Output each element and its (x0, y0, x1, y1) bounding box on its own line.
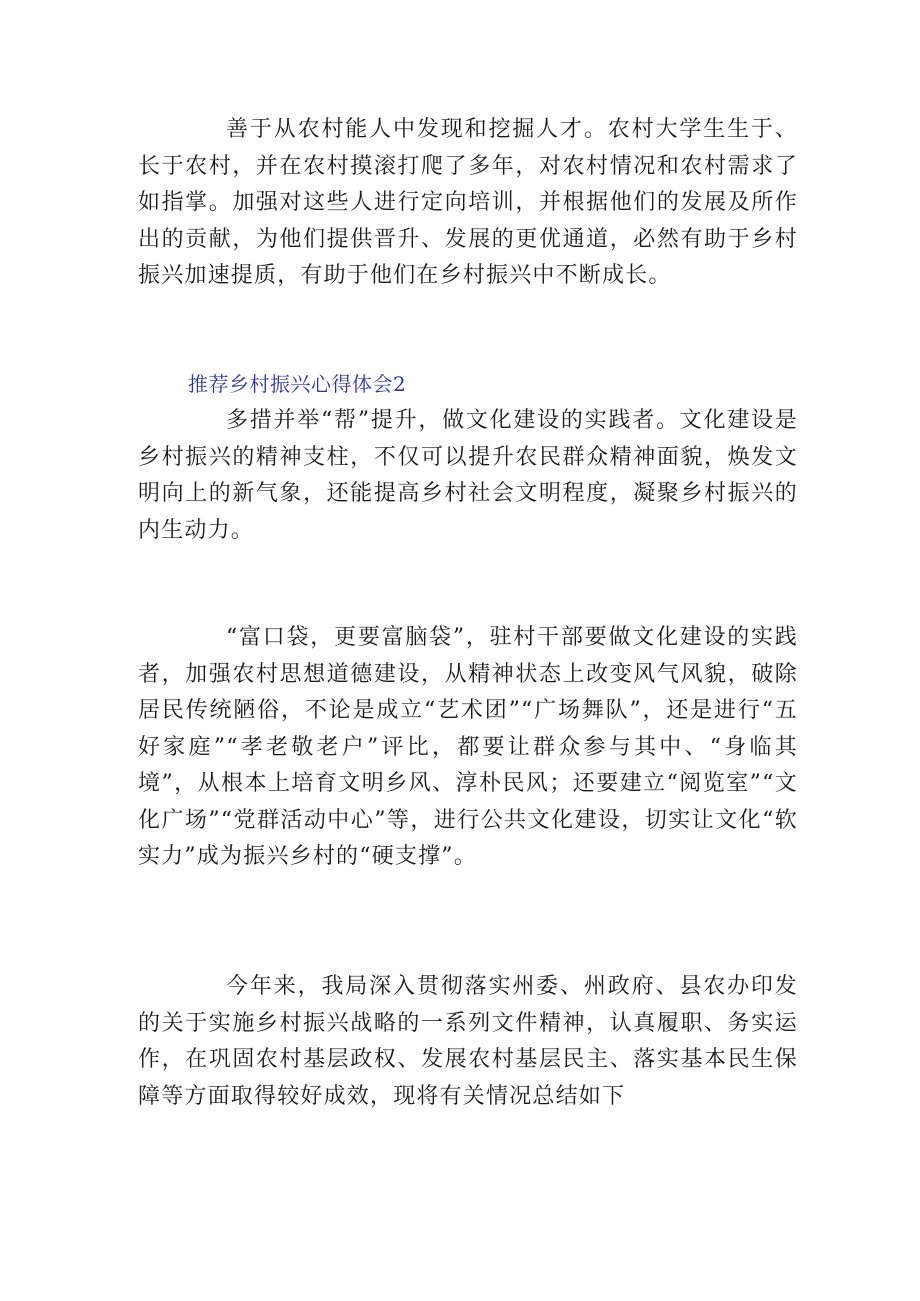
paragraph-work-summary: 今年来，我局深入贯彻落实州委、州政府、县农办印发的关于实施乡村振兴战略的一系列文件精神，认真履职、务实运作，在巩固农村基层政权、发展农村基层民主、落实基本民生保障等方面取得较好成效，现将有关情况总结如下 (138, 974, 798, 1109)
paragraph-talent-discovery: 善于从农村能人中发现和挖掘人才。农村大学生生于、长于农村，并在农村摸滚打爬了多年，对农村情况和农村需求了如指掌。加强对这些人进行定向培训，并根据他们的发展及所作出的贡献，为他们提供晋升、发展的更优通道，必然有助于乡村振兴加速提质，有助于他们在乡村振兴中不断成长。 (138, 117, 798, 288)
section-heading[interactable]: 推荐乡村振兴心得体会2 (188, 372, 407, 396)
paragraph-cultural-construction: 多措并举“帮”提升，做文化建设的实践者。文化建设是乡村振兴的精神支柱，不仅可以提升农民群众精神面貌，焕发文明向上的新气象，还能提高乡村社会文明程度，凝聚乡村振兴的内生动力。 (138, 408, 798, 543)
paragraph-rich-mind: “富口袋，更要富脑袋”，驻村干部要做文化建设的实践者，加强农村思想道德建设，从精神状态上改变风气风貌，破除居民传统陋俗，不论是成立“艺术团”“广场舞队”，还是进行“五好家庭”“孝老敬老户”评比，都要让群众参与其中、“身临其境”，从根本上培育文明乡风、淳朴民风；还要建立“阅览室”“文化广场”“党群活动中心”等，进行公共文化建设，切实让文化“软实力”成为振兴乡村的“硬支撑”。 (138, 625, 798, 869)
